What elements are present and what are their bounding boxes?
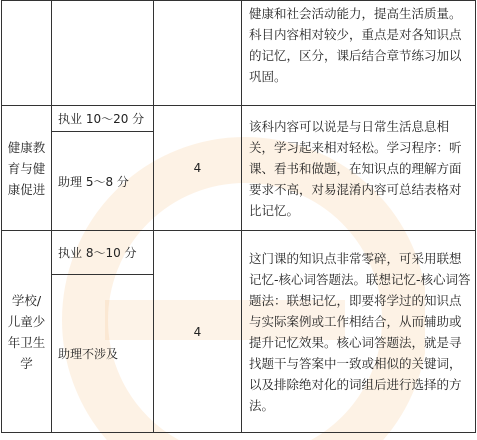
score-range-cell: 助理不涉及 — [52, 275, 154, 433]
table-row — [2, 106, 476, 132]
description-cell: 这门课的知识点非常零碎，可采用联想记忆-核心词答题法。联想记忆-核心词答题法：联想记忆，即要将学过的知识点与实际案例或工作相结合，从而辅助或提升记忆效果。核心词答题法，就是寻找题干与答案中一致或相似的关键词，以及排除绝对化的词组后进行选择的方法。 — [242, 231, 476, 433]
subject-line: 儿童少 — [7, 313, 46, 329]
description-cell: 该科内容可以说是与日常生活息息相关，学习起来相对轻松。学习程序：听课、看书和做题，在知识点的理解方面要求不高，对易混淆内容可总结表格对比记忆。 — [242, 106, 476, 231]
subject-line: 学 — [20, 355, 33, 371]
score-range-cell: 助理 5～8 分 — [52, 132, 154, 231]
subject-line: 学校/ — [11, 292, 42, 308]
hours-cell — [154, 1, 242, 106]
score-range-cell: 执业 8～10 分 — [52, 231, 154, 275]
table-row — [2, 231, 476, 275]
subject-line: 健康教 — [7, 139, 46, 155]
subject-line: 育与健 — [7, 160, 46, 176]
score-range-cell — [52, 1, 154, 106]
subject-cell — [2, 231, 52, 433]
subject-line: 康促进 — [7, 181, 46, 197]
subject-cell — [2, 1, 52, 106]
study-plan-table — [1, 0, 476, 433]
subject-line: 年卫生 — [7, 334, 46, 350]
subject-cell — [2, 106, 52, 231]
table-row — [2, 1, 476, 106]
score-range-cell: 执业 10～20 分 — [52, 106, 154, 132]
hours-cell: 4 — [154, 231, 242, 433]
description-cell: 健康和社会活动能力，提高生活质量。科目内容相对较少，重点是对各知识点的记忆，区分，课后结合章节练习加以巩固。 — [242, 1, 476, 106]
hours-cell: 4 — [154, 106, 242, 231]
